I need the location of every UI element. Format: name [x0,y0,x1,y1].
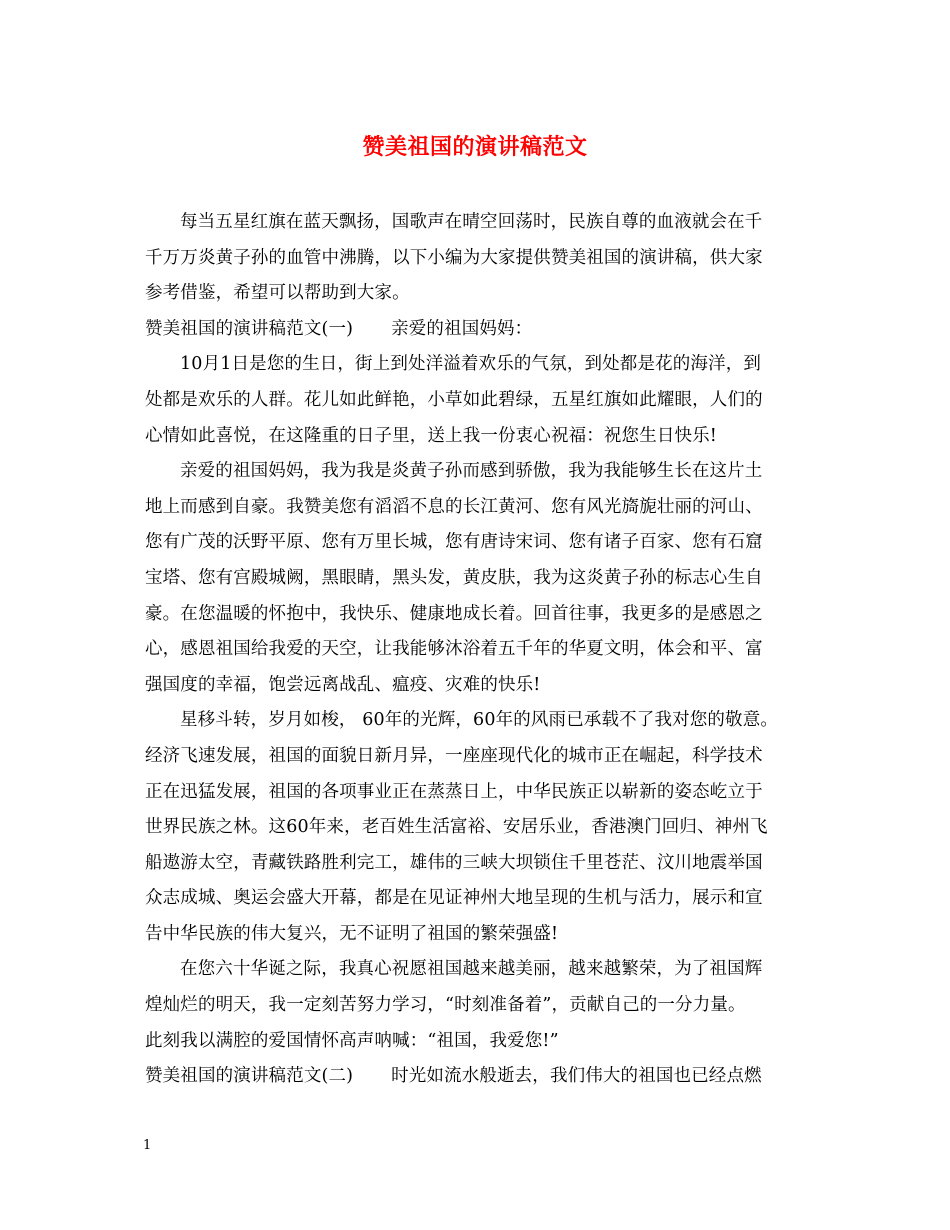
paragraph-line: 星移斗转，岁月如梭， 60年的光辉，60年的风雨已承载不了我对您的敬意。 [180,710,778,731]
paragraph-line: 参考借鉴，希望可以帮助到大家。 [145,283,410,304]
paragraph-line: 经济飞速发展，祖国的面貌日新月异，一座座现代化的城市正在崛起，科学技术 [145,745,763,766]
paragraph-line: 心情如此喜悦，在这隆重的日子里，送上我一份衷心祝福：祝您生日快乐! [145,425,717,446]
paragraph-line: 处都是欢乐的人群。花儿如此鲜艳，小草如此碧绿，五星红旗如此耀眼，人们的 [145,389,763,410]
paragraph-line: 亲爱的祖国妈妈，我为我是炎黄子孙而感到骄傲，我为我能够生长在这片土 [180,461,763,482]
paragraph-line: 心，感恩祖国给我爱的天空，让我能够沐浴着五千年的华夏文明，体会和平、富 [145,639,763,660]
document-title: 赞美祖国的演讲稿范文 [362,135,588,160]
paragraph-line: 众志成城、奥运会盛大开幕，都是在见证神州大地呈现的生机与活力，展示和宣 [145,888,763,909]
paragraph-line: 宝塔、您有宫殿城阙，黑眼睛，黑头发，黄皮肤，我为这炎黄子孙的标志心生自 [145,567,763,588]
section-text: 时光如流水般逝去，我们伟大的祖国也已经点燃 [391,1066,762,1087]
paragraph-line: 强国度的幸福，饱尝远离战乱、瘟疫、灾难的快乐! [145,674,541,695]
section-text: 亲爱的祖国妈妈： [391,318,533,339]
paragraph-line: 地上而感到自豪。我赞美您有滔滔不息的长江黄河、您有风光旖旎壮丽的河山、 [145,496,763,517]
paragraph-line: 10月1日是您的生日，街上到处洋溢着欢乐的气氛，到处都是花的海洋，到 [180,354,761,375]
paragraph-line: 世界民族之林。这60年来，老百姓生活富裕、安居乐业，香港澳门回归、神州飞 [145,817,768,838]
paragraph-line: 煌灿烂的明天，我一定刻苦努力学习，“时刻准备着”，贡献自己的一分力量。 [145,995,746,1016]
paragraph-line: 每当五星红旗在蓝天飘扬，国歌声在晴空回荡时，民族自尊的血液就会在千 [180,212,763,232]
paragraph-line: 您有广茂的沃野平原、您有万里长城，您有唐诗宋词、您有诸子百家、您有石窟 [145,532,763,553]
paragraph-line: 正在迅猛发展，祖国的各项事业正在蒸蒸日上，中华民族正以崭新的姿态屹立于 [145,781,763,802]
page-number: 1 [143,1138,152,1153]
section-heading-line-2 [145,1059,825,1095]
paragraph-line: 船遨游太空，青藏铁路胜利完工，雄伟的三峡大坝锁住千里苍茫、汶川地震举国 [145,852,763,873]
paragraph-line: 此刻我以满腔的爱国情怀高声呐喊：“祖国，我爱您!” [145,1030,559,1051]
paragraph-line: 豪。在您温暖的怀抱中，我快乐、健康地成长着。回首往事，我更多的是感恩之 [145,603,763,624]
paragraph-line: 千万万炎黄子孙的血管中沸腾，以下小编为大家提供赞美祖国的演讲稿，供大家 [145,247,763,268]
paragraph-line: 在您六十华诞之际，我真心祝愿祖国越来越美丽，越来越繁荣，为了祖国辉 [180,959,763,980]
paragraph-line: 告中华民族的伟大复兴，无不证明了祖国的繁荣强盛! [145,923,559,944]
section-heading-line-1 [145,312,825,348]
document-body [145,205,825,1095]
section-heading: 赞美祖国的演讲稿范文(一) [145,318,354,339]
section-heading: 赞美祖国的演讲稿范文(二) [145,1066,354,1087]
